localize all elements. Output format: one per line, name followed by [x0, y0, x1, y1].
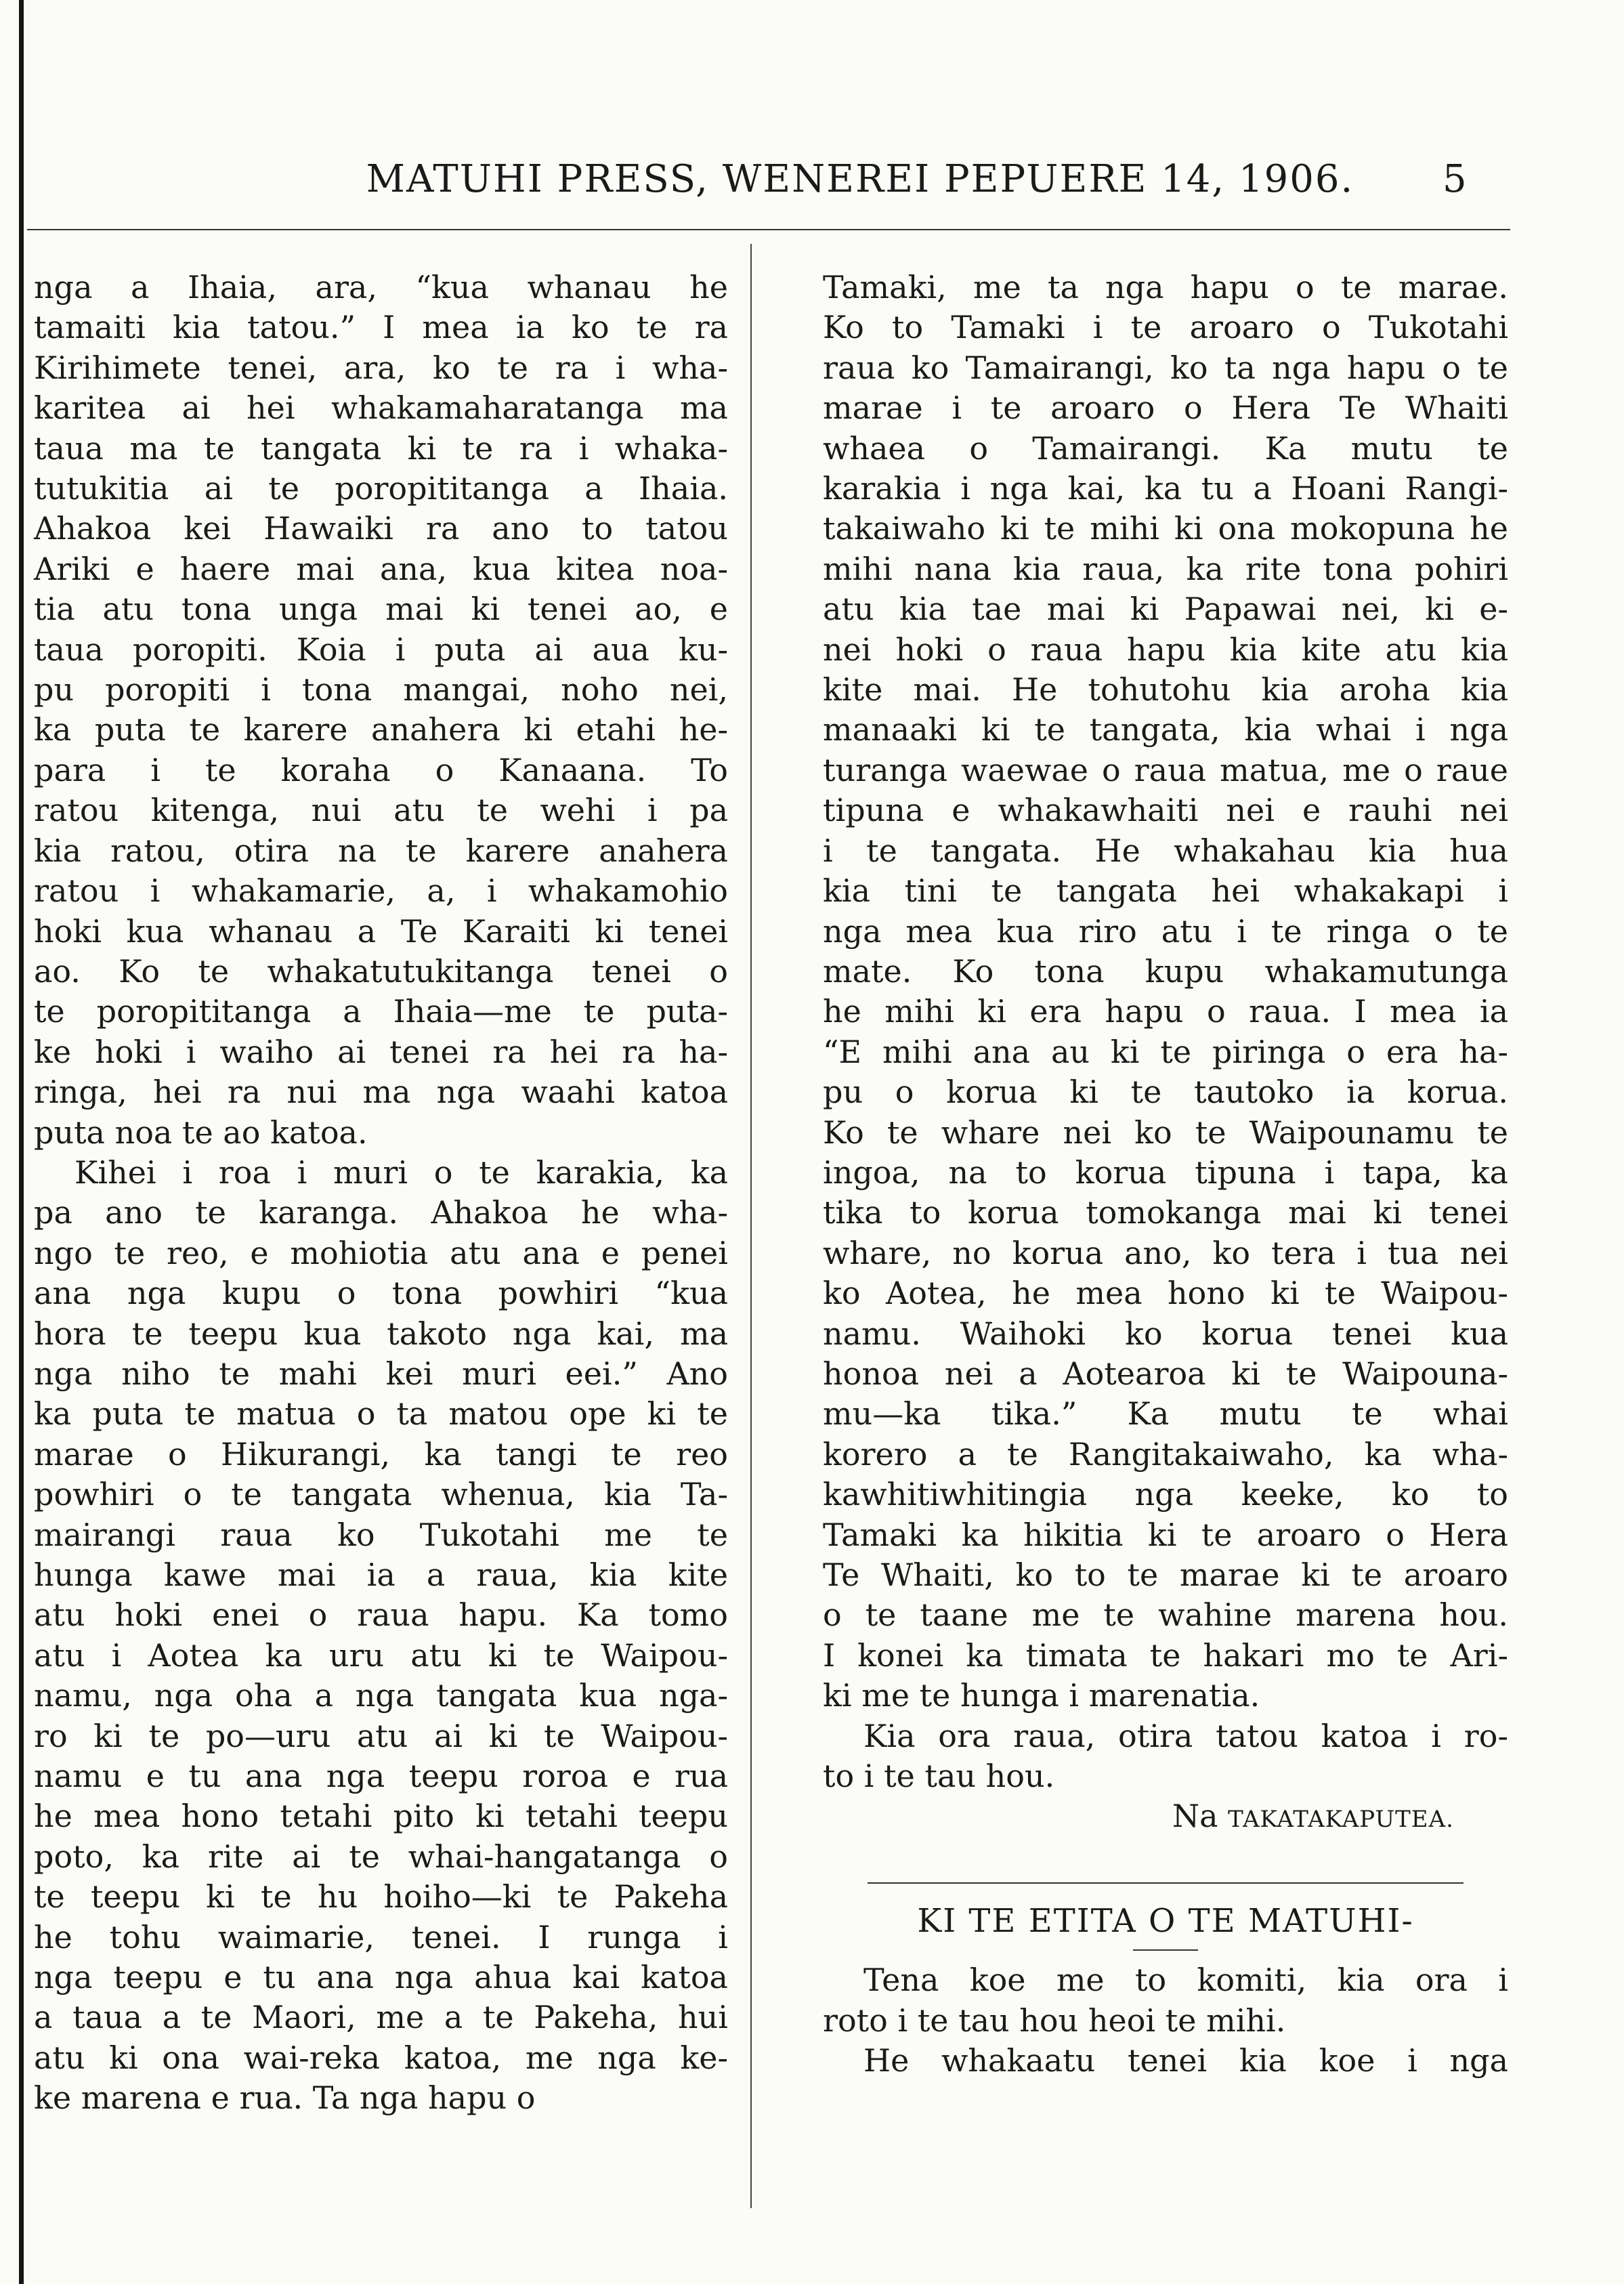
- text-line: ringa, hei ra nui ma nga waahi katoa: [34, 1074, 728, 1111]
- running-header: MATUHI PRESS, WENEREI PEPUERE 14, 1906.: [366, 157, 1354, 201]
- text-line: marae i te aroaro o Hera Te Whaiti: [823, 389, 1508, 427]
- text-line: mu—ka tika.” Ka mutu te whai: [823, 1395, 1508, 1433]
- text-line: tika to korua tomokanga mai ki tenei: [823, 1194, 1508, 1231]
- text-line: “E mihi ana au ki te piringa o era ha-: [823, 1033, 1508, 1070]
- text-line: ngo te reo, e mohiotia atu ana e penei: [34, 1234, 728, 1271]
- text-line: mihi nana kia raua, ka rite tona pohiri: [823, 550, 1508, 587]
- column-divider: [750, 244, 752, 2208]
- section-short-rule: [1133, 1949, 1198, 1951]
- signature: [823, 1796, 1508, 1840]
- text-line: Kirihimete tenei, ara, ko te ra i wha-: [34, 349, 728, 386]
- text-line: karitea ai hei whakamaharatanga ma: [34, 389, 728, 427]
- text-line: karakia i nga kai, ka tu a Hoani Rangi-: [823, 470, 1508, 507]
- text-line: atu ki ona wai-reka katoa, me nga ke-: [34, 2039, 728, 2076]
- signature-name: TAKATAKAPUTEA.: [1228, 1806, 1454, 1834]
- text-line: hora te teepu kua takoto nga kai, ma: [34, 1315, 728, 1352]
- text-line: ke marena e rua. Ta nga hapu o: [34, 2079, 536, 2117]
- text-line: whaea o Tamairangi. Ka mutu te: [823, 429, 1508, 467]
- text-line: kia ratou, otira na te karere anahera: [34, 832, 728, 869]
- text-line: o te taane me te wahine marena hou.: [823, 1596, 1508, 1634]
- text-line: Ko to Tamaki i te aroaro o Tukotahi: [823, 309, 1508, 346]
- text-line: Ahakoa kei Hawaiki ra ano to tatou: [34, 510, 728, 547]
- text-line: Kihei i roa i muri o te karakia, ka: [74, 1154, 728, 1191]
- text-line: pu poropiti i tona mangai, noho nei,: [34, 671, 728, 709]
- text-line: tipuna e whakawhaiti nei e rauhi nei: [823, 792, 1508, 829]
- text-line: manaaki ki te tangata, kia whai i nga: [823, 711, 1508, 748]
- left-column: [34, 268, 728, 2119]
- text-line: tia atu tona unga mai ki tenei ao, e: [34, 591, 728, 628]
- section-body: [823, 1960, 1508, 2081]
- text-line: he tohu waimarie, tenei. I runga i: [34, 1918, 728, 1955]
- text-line: Kia ora raua, otira tatou katoa i ro-: [863, 1717, 1508, 1754]
- text-line: He whakaatu tenei kia koe i nga: [863, 2042, 1508, 2079]
- text-line: Tamaki, me ta nga hapu o te marae.: [823, 269, 1508, 305]
- text-line: mairangi raua ko Tukotahi me te: [34, 1516, 728, 1553]
- text-line: a taua a te Maori, me a te Pakeha, hui: [34, 1999, 728, 2036]
- text-line: hoki kua whanau a Te Karaiti ki tenei: [34, 912, 728, 950]
- text-line: ki me te hunga i marenatia.: [823, 1677, 1260, 1714]
- section-rule: [868, 1882, 1463, 1884]
- text-line: honoa nei a Aotearoa ki te Waipouna-: [823, 1355, 1508, 1392]
- text-line: ka puta te matua o ta matou ope ki te: [34, 1395, 728, 1433]
- header-rule: [27, 229, 1510, 230]
- text-line: Ariki e haere mai ana, kua kitea noa-: [34, 550, 728, 587]
- text-line: whare, no korua ano, ko tera i tua nei: [823, 1234, 1508, 1271]
- text-line: to i te tau hou.: [823, 1758, 1055, 1795]
- text-line: namu, nga oha a nga tangata kua nga-: [34, 1677, 728, 1714]
- text-line: ro ki te po—uru atu ai ki te Waipou-: [34, 1717, 728, 1754]
- text-line: turanga waewae o raua matua, me o raue: [823, 751, 1508, 788]
- text-line: tamaiti kia tatou.” I mea ia ko te ra: [34, 309, 728, 346]
- text-line: ratou i whakamarie, a, i whakamohio: [34, 872, 728, 910]
- text-line: ana nga kupu o tona powhiri “kua: [34, 1275, 728, 1312]
- text-line: atu i Aotea ka uru atu ki te Waipou-: [34, 1636, 728, 1674]
- text-line: nga a Ihaia, ara, “kua whanau he: [34, 269, 728, 305]
- text-line: namu. Waihoki ko korua tenei kua: [823, 1315, 1508, 1352]
- text-line: powhiri o te tangata whenua, kia Ta-: [34, 1476, 728, 1513]
- text-line: he mihi ki era hapu o raua. I mea ia: [823, 993, 1508, 1030]
- right-column-text: [823, 268, 1508, 1796]
- text-line: ao. Ko te whakatutukitanga tenei o: [34, 952, 728, 990]
- text-line: marae o Hikurangi, ka tangi te reo: [34, 1435, 728, 1473]
- page-edge-bar: [19, 0, 24, 2284]
- text-line: tutukitia ai te poropititanga a Ihaia.: [34, 470, 728, 507]
- text-line: poto, ka rite ai te whai-hangatanga o: [34, 1838, 728, 1875]
- text-line: nei hoki o raua hapu kia kite atu kia: [823, 631, 1508, 668]
- text-line: te poropititanga a Ihaia—me te puta-: [34, 993, 728, 1030]
- text-line: kawhitiwhitingia nga keeke, ko to: [823, 1476, 1508, 1513]
- text-line: para i te koraha o Kanaana. To: [34, 751, 728, 788]
- text-line: te teepu ki te hu hoiho—ki te Pakeha: [34, 1878, 728, 1916]
- text-line: ingoa, na to korua tipuna i tapa, ka: [823, 1154, 1508, 1191]
- text-line: taua poropiti. Koia i puta ai aua ku-: [34, 631, 728, 668]
- text-line: i te tangata. He whakahau kia hua: [823, 832, 1508, 869]
- text-line: nga niho te mahi kei muri eei.” Ano: [34, 1355, 728, 1392]
- text-line: nga mea kua riro atu i te ringa o te: [823, 912, 1508, 950]
- text-line: pu o korua ki te tautoko ia korua.: [823, 1074, 1508, 1111]
- text-line: takaiwaho ki te mihi ki ona mokopuna he: [823, 510, 1508, 547]
- text-line: pa ano te karanga. Ahakoa he wha-: [34, 1194, 728, 1231]
- signature-prefix: Na: [1172, 1798, 1218, 1835]
- text-line: namu e tu ana nga teepu roroa e rua: [34, 1758, 728, 1795]
- text-line: mate. Ko tona kupu whakamutunga: [823, 952, 1508, 990]
- text-line: ke hoki i waiho ai tenei ra hei ra ha-: [34, 1033, 728, 1070]
- text-line: kite mai. He tohutohu kia aroha kia: [823, 671, 1508, 709]
- text-line: korero a te Rangitakaiwaho, ka wha-: [823, 1435, 1508, 1473]
- text-line: Ko te whare nei ko te Waipounamu te: [823, 1114, 1508, 1151]
- text-line: ratou kitenga, nui atu te wehi i pa: [34, 792, 728, 829]
- text-line: Tena koe me to komiti, kia ora i: [863, 1962, 1508, 1999]
- text-line: kia tini te tangata hei whakakapi i: [823, 872, 1508, 910]
- text-line: raua ko Tamairangi, ko ta nga hapu o te: [823, 349, 1508, 386]
- text-line: ko Aotea, he mea hono ki te Waipou-: [823, 1275, 1508, 1312]
- text-line: puta noa te ao katoa.: [34, 1114, 368, 1151]
- text-line: I konei ka timata te hakari mo te Ari-: [823, 1636, 1508, 1674]
- text-line: taua ma te tangata ki te ra i whaka-: [34, 429, 728, 467]
- right-column: [823, 268, 1508, 2081]
- text-line: roto i te tau hou heoi te mihi.: [823, 2002, 1286, 2039]
- page-number: 5: [1443, 157, 1467, 201]
- text-line: Te Whaiti, ko to te marae ki te aroaro: [823, 1557, 1508, 1593]
- text-line: nga teepu e tu ana nga ahua kai katoa: [34, 1959, 728, 1996]
- text-line: atu kia tae mai ki Papawai nei, ki e-: [823, 591, 1508, 628]
- text-line: atu hoki enei o raua hapu. Ka tomo: [34, 1596, 728, 1634]
- text-line: Tamaki ka hikitia ki te aroaro o Hera: [823, 1516, 1508, 1553]
- section-title: KI TE ETITA O TE MATUHI-: [917, 1901, 1414, 1940]
- text-line: he mea hono tetahi pito ki tetahi teepu: [34, 1798, 728, 1835]
- text-line: hunga kawe mai ia a raua, kia kite: [34, 1557, 728, 1593]
- text-line: ka puta te karere anahera ki etahi he-: [34, 711, 728, 748]
